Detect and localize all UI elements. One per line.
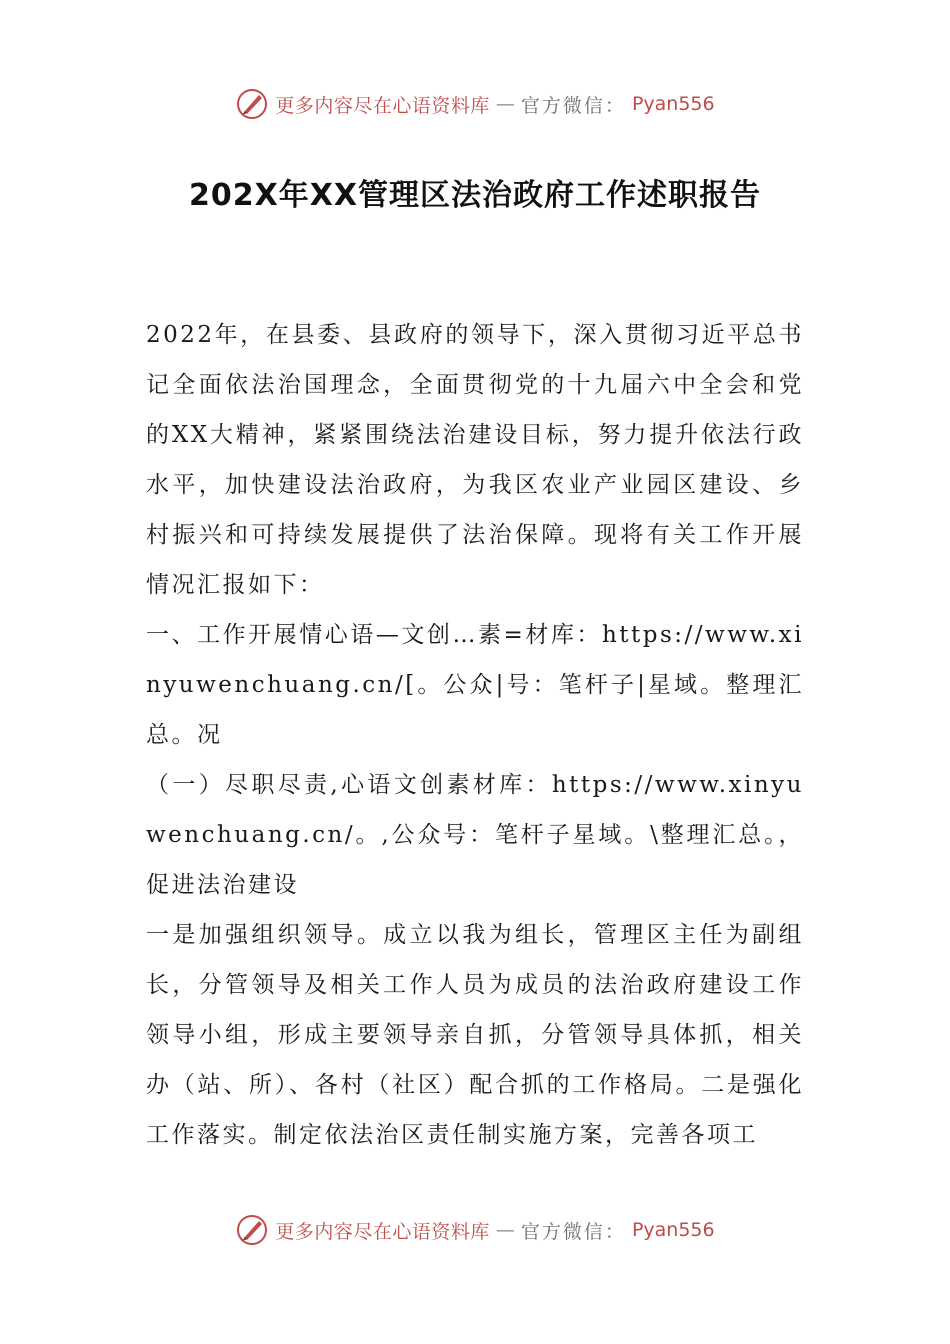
subsection-heading-1: （一）尽职尽责,心语文创素材库：https://www.xinyuwenchuang.cn/。,公众号：笔杆子星域。\整理汇总。，促进法治建设	[146, 772, 804, 898]
document-title: 202X年XX管理区法治政府工作述职报告	[188, 178, 761, 213]
quill-logo-icon	[235, 1213, 269, 1247]
banner-wechat-id: Pyan556	[631, 1219, 715, 1241]
banner-label: 官方微信：	[520, 94, 626, 117]
banner-label: 官方微信：	[520, 1220, 626, 1243]
banner-separator: —	[495, 1219, 515, 1241]
banner-text: 更多内容尽在心语资料库	[275, 1220, 490, 1243]
document-body	[146, 310, 804, 1160]
footer-watermark-banner	[0, 1210, 950, 1250]
banner-separator: —	[495, 93, 515, 115]
paragraph-intro: 2022年，在县委、县政府的领导下，深入贯彻习近平总书记全面依法治国理念，全面贯彻党的十九届六中全会和党的XX大精神，紧紧围绕法治建设目标，努力提升依法行政水平，加快建设法治政府，为我区农业产业园区建设、乡村振兴和可持续发展提供了法治保障。现将有关工作开展情况汇报如下：	[146, 322, 804, 598]
header-watermark-banner	[0, 84, 950, 124]
banner-text: 更多内容尽在心语资料库	[275, 94, 490, 117]
banner-wechat-id: Pyan556	[631, 93, 715, 115]
section-heading-1: 一、工作开展情心语—文创…素=材库：https://www.xinyuwenchuang.cn/[。公众|号：笔杆子|星域。整理汇总。况	[146, 622, 804, 748]
paragraph-organization: 一是加强组织领导。成立以我为组长，管理区主任为副组长，分管领导及相关工作人员为成员的法治政府建设工作领导小组，形成主要领导亲自抓，分管领导具体抓，相关办（站、所）、各村（社区）配合抓的工作格局。二是强化工作落实。制定依法治区责任制实施方案，完善各项工	[146, 922, 804, 1148]
quill-logo-icon	[235, 87, 269, 121]
